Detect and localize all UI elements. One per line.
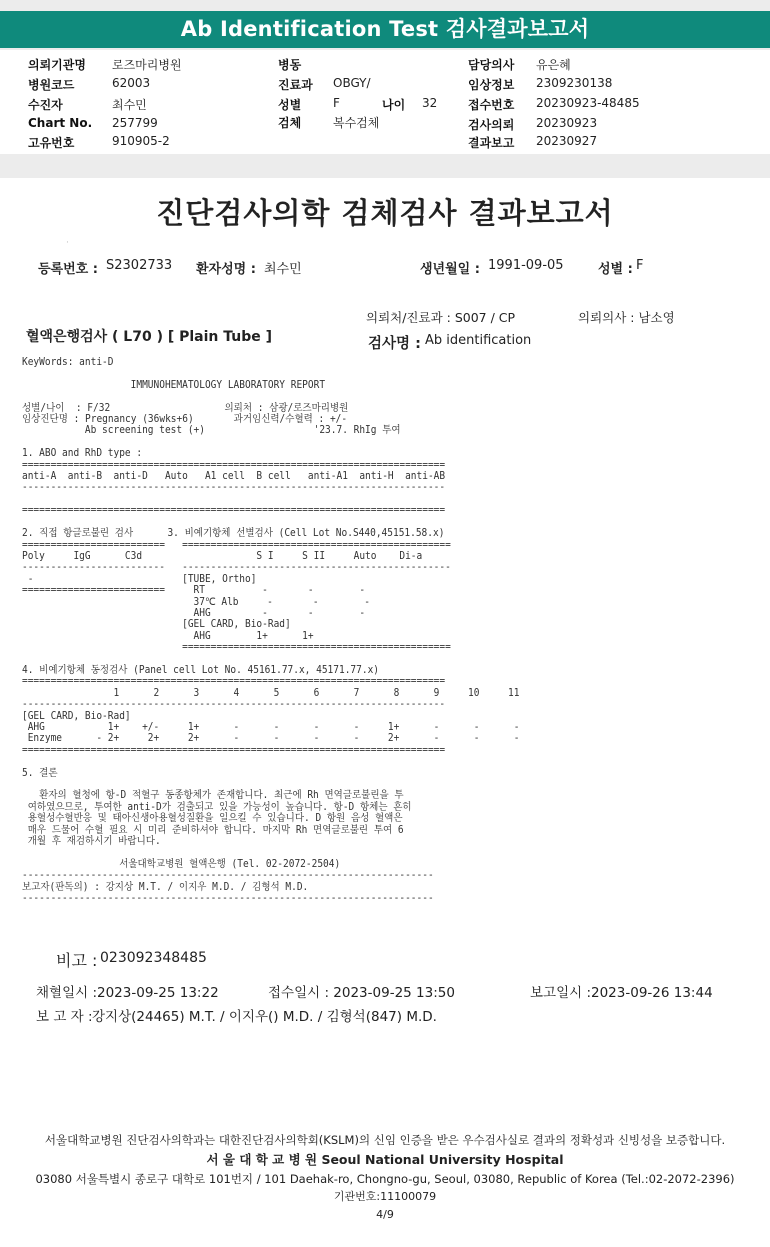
dob-label: 생년월일 : <box>420 262 480 277</box>
sex-label: 성별 <box>278 98 302 112</box>
hospital-code-label: 병원코드 <box>28 78 75 92</box>
report-date-value: 20230927 <box>536 134 598 148</box>
hospital-name-value: 로즈마리병원 <box>112 58 182 72</box>
unique-no-label: 고유번호 <box>28 136 75 150</box>
accession-value: 20230923-48485 <box>536 96 640 110</box>
request-date-value: 20230923 <box>536 116 598 130</box>
collected-datetime: 채혈일시 :2023-09-25 13:22 <box>36 985 219 1001</box>
doctor-value: 유은혜 <box>536 58 571 72</box>
department-value: OBGY/ <box>333 76 371 90</box>
chart-no-value: 257799 <box>112 116 158 130</box>
hospital-code-value: 62003 <box>112 76 151 90</box>
reporter-value: 강지상(24465) M.T. / 이지우() M.D. / 김형석(847) M.D. <box>92 1009 437 1025</box>
request-date-label: 검사의뢰 <box>468 118 515 132</box>
report-title: 진단검사의학 검체검사 결과보고서 <box>156 196 614 230</box>
clinical-info-value: 2309230138 <box>536 76 613 90</box>
test-name-label: 검사명 : <box>368 336 421 352</box>
footer-hospital: 서 울 대 학 교 병 원 Seoul National University Hospital <box>206 1152 564 1167</box>
age-value: 32 <box>422 96 438 110</box>
patient-name-value: 최수민 <box>264 262 302 277</box>
footer-address: 03080 서울특별시 종로구 대학로 101번지 / 101 Daehak-ro, Chongno-gu, Seoul, 03080, Republic of Korea (Tel.:02-2072-2396) <box>35 1172 735 1186</box>
page-number: 4/9 <box>376 1208 394 1221</box>
sex-value-2: F <box>636 258 644 273</box>
lab-report-body: KeyWords: anti-D IMMUNOHEMATOLOGY LABORATORY REPORT 성별/나이 : F/32 의뢰처 : 삼광/로즈마리병원 임상진단명 : Pregnancy (36wks+6) 과거임신력/수혈력 : +/- Ab screening test (+) '23.7. RhIg 투여 1. ABO and RhD type : ========================================================================== anti-A anti-B anti-D Auto A1 cell B cell anti-A1 anti-H anti-AB -------------------------------------------------------------------------- ========================================================================== 2. 직접 항글로불린 검사 3. 비예기항체 선별검사 (Cell Lot No.S440,45151.58.x) ========================= =============================================== Poly IgG C3d S I S II Auto Di-a ------------------------- ----------------------------------------------- - [TUBE, Ortho] ========================= RT - - - 37℃ Alb - - - AHG - - - [GEL CARD, Bio-Rad] AHG 1+ 1+ =============================================== 4. 비예기항체 동정검사 (Panel cell Lot No. 45161.77.x, 45171.77.x) ========================================================================== 1 2 3 4 5 6 7 8 9 10 11 -------------------------------------------------------------------------- [GEL CARD, Bio-Rad] AHG 1+ +/- 1+ - - - - 1+ - - - Enzyme - 2+ 2+ 2+ - - - - 2+ - - - ========================================================================== 5. 결론 환자의 혈청에 항-D 적혈구 동종항체가 존재합니다. 최근에 Rh 면역글로불린을 투 여하였으므로, 투여한 anti-D가 검출되고 있을 가능성이 높습니다. 항-D 항체는 흔히 용혈성수혈반응 및 태아신생아용혈성질환을 일으킬 수 있습니다. D 항원 음성 혈액은 매우 드물어 수혈 필요 시 미리 준비하셔야 합니다. 마지막 Rh 면역글로불린 투여 6 개월 후 재검하시기 바랍니다. 서울대학교병원 혈액은행 (Tel. 02-2072-2504) ------------------------------------------------------------------------ 보고자(판독의) : 강지상 M.T. / 이지우 M.D. / 김형석 M.D. ------------------------------------------------------------------------ <box>22 356 520 905</box>
footer-certification: 서울대학교병원 진단검사의학과는 대한진단검사의학회(KSLM)의 신임 인증을 받은 우수검사실로 결과의 정확성과 신빙성을 보증합니다. <box>44 1133 726 1147</box>
hospital-name-label: 의뢰기관명 <box>28 58 86 72</box>
sex-label-2: 성별 : <box>598 262 633 277</box>
request-info-header <box>0 50 770 154</box>
remark-label: 비고 : <box>56 951 98 970</box>
chart-no-label: Chart No. <box>28 116 93 130</box>
reported-datetime: 보고일시 :2023-09-26 13:44 <box>530 985 713 1001</box>
ward-label: 병동 <box>278 58 302 72</box>
patient-name-label: 환자성명 : <box>196 262 256 277</box>
patient-label: 수진자 <box>28 98 63 112</box>
reporter-label: 보 고 자 : <box>36 1009 93 1025</box>
patient-value: 최수민 <box>112 98 147 112</box>
reg-no-label: 등록번호 : <box>38 262 98 277</box>
unique-no-value: 910905-2 <box>112 134 170 148</box>
accession-label: 접수번호 <box>468 98 515 112</box>
test-name-value: Ab identification <box>425 333 532 348</box>
test-section: 혈액은행검사 ( L70 ) [ Plain Tube ] <box>26 329 273 345</box>
dob-value: 1991-09-05 <box>488 258 564 273</box>
specimen-label: 검체 <box>278 116 302 130</box>
age-label: 나이 <box>382 98 406 112</box>
received-datetime: 접수일시 : 2023-09-25 13:50 <box>268 985 455 1001</box>
report-date-label: 결과보고 <box>468 136 515 150</box>
referral-dept: 의뢰처/진료과 : S007 / CP <box>366 310 516 325</box>
report-banner: Ab Identification Test 검사결과보고서 <box>0 11 770 48</box>
reg-no-value: S2302733 <box>106 258 173 273</box>
doctor-label: 담당의사 <box>468 58 515 72</box>
scan-artifact: · <box>66 238 69 248</box>
specimen-value: 복수검체 <box>333 116 380 130</box>
department-label: 진료과 <box>278 78 313 92</box>
clinical-info-label: 임상정보 <box>468 78 515 92</box>
remark-value: 023092348485 <box>100 950 207 966</box>
referral-doctor: 의뢰의사 : 남소영 <box>578 310 675 325</box>
footer-institution-code: 기관번호:11100079 <box>333 1190 437 1203</box>
sex-value: F <box>333 96 340 110</box>
